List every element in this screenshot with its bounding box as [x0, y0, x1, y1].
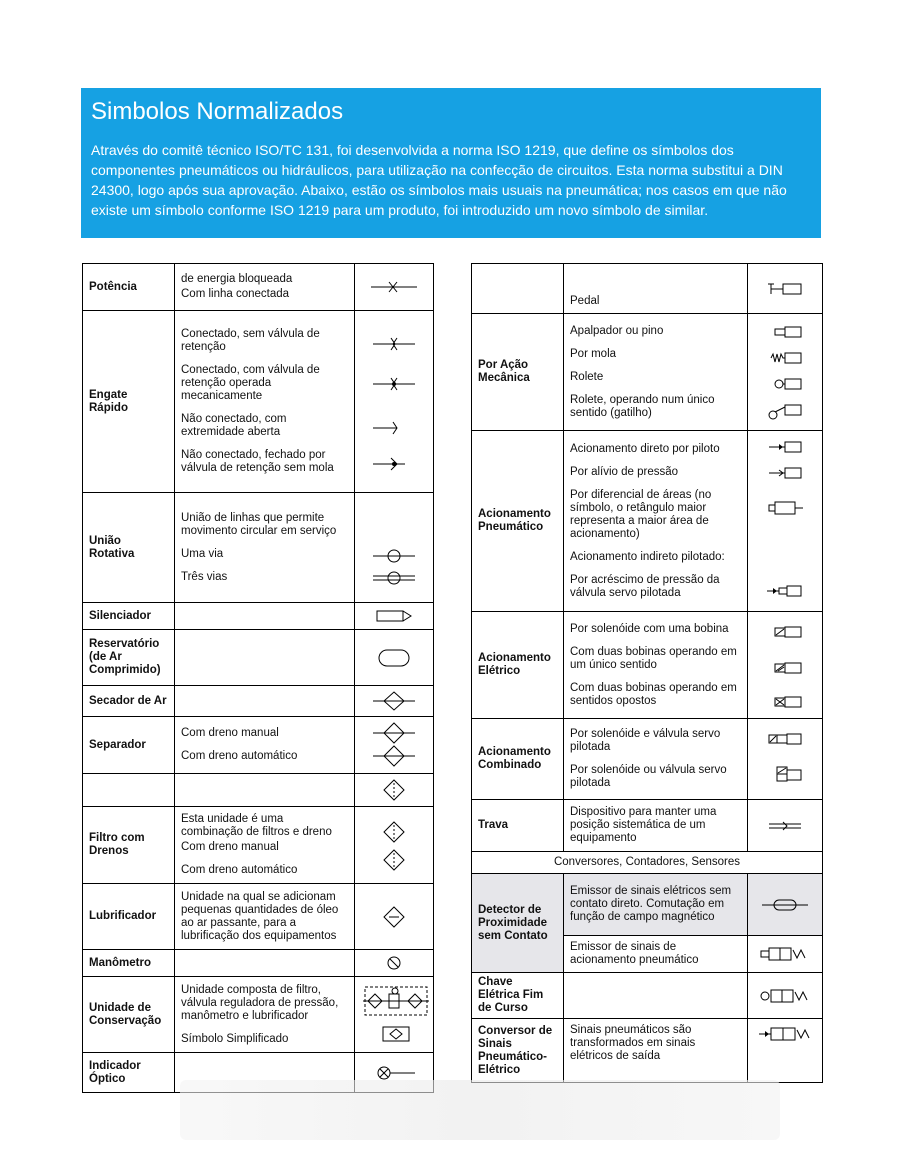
category-silenciador: Silenciador [83, 603, 175, 630]
category-separador: Separador [83, 717, 175, 774]
proximity-sensor-icon [760, 897, 810, 913]
desc-pedal: Pedal [570, 295, 600, 307]
category-eletrico: Acionamento Elétrico [472, 612, 564, 719]
lubricator-icon [369, 905, 419, 929]
pedal-icon [765, 281, 805, 297]
table-row [472, 800, 823, 852]
desc-unidade-1: Unidade composta de filtro, válvula reguladora de pressão, manômetro e lubrificador [181, 983, 339, 1022]
table-row [472, 719, 823, 800]
symbol-cell [355, 686, 434, 717]
desc-bloqueada: de energia bloqueada [181, 273, 293, 285]
desc-mecanica-2: Por mola [570, 347, 617, 360]
table-row [83, 686, 434, 717]
silencer-icon [369, 608, 419, 624]
desc-filtro-3: Com dreno automático [181, 864, 298, 876]
desc-combinado-1: Por solenóide e válvula servo pilotada [570, 728, 721, 753]
filter-drain-icon [369, 812, 419, 878]
table-row [83, 630, 434, 686]
table-row [83, 493, 434, 603]
table-row [83, 774, 434, 807]
optical-indicator-icon [369, 1064, 419, 1082]
category-conversor: Conversor de Sinais Pneumático-Elétrico [472, 1019, 564, 1083]
desc-mecanica-3: Rolete [570, 370, 604, 383]
desc-separador-2: Com dreno automático [181, 750, 298, 762]
category-chave: Chave Elétrica Fim de Curso [472, 973, 564, 1019]
pneumatic-actuation-icons [765, 436, 805, 606]
symbol-cell [748, 314, 823, 431]
desc-engate-2: Conectado, com válvula de retenção operada mecanicamente [181, 364, 320, 402]
desc-uniao-2: Uma via [181, 547, 224, 560]
pe-converter-icon [757, 1024, 813, 1044]
desc-uniao-3: Três vias [181, 570, 228, 583]
category-unidade: Unidade de Conservação [83, 977, 175, 1053]
table-row [83, 884, 434, 950]
category-filtro: Filtro com Drenos [83, 807, 175, 884]
symbol-cell [355, 630, 434, 686]
symbol-cell [355, 884, 434, 950]
category-lubrificador: Lubrificador [83, 884, 175, 950]
symbol-cell [355, 807, 434, 884]
table-row [472, 973, 823, 1019]
table-row [472, 612, 823, 719]
desc-detector-1: Emissor de sinais elétricos sem contato direto. Comutação em função de campo magnético [570, 885, 732, 923]
table-row [83, 264, 434, 311]
category-trava: Trava [472, 800, 564, 852]
table-row [83, 311, 434, 493]
symbol-cell [748, 719, 823, 800]
desc-conectada: Com linha conectada [181, 288, 290, 300]
intro-text: Através do comitê técnico ISO/TC 131, foi desenvolvida a norma ISO 1219, que define os símbolos dos componentes pneumáticos ou hidráulicos, para utilização na confecção de circuitos. Esta norma substitui a DIN 24300, logo após sua aprovação. Abaixo, estão os símbolos mais usuais na pneumática; nos casos em que não existe um símbolo conforme ISO 1219 para um produto, foi introduzido um novo símbolo de similar. [91, 142, 787, 218]
quick-coupling-icons [369, 322, 419, 482]
desc-engate-1: Conectado, sem válvula de retenção [181, 328, 320, 353]
symbol-cell [748, 800, 823, 852]
table-row [83, 807, 434, 884]
power-line-icon [369, 280, 419, 294]
symbol-cell [748, 1019, 823, 1083]
symbol-cell [355, 717, 434, 774]
lock-device-icon [765, 820, 805, 832]
desc-mecanica-1: Apalpador ou pino [570, 324, 664, 337]
desc-lubrificador: Unidade na qual se adicionam pequenas quantidades de óleo ao ar passante, para a lubrificação dos equipamentos [181, 890, 339, 942]
desc-pneumatico-4: Acionamento indireto pilotado: [570, 550, 725, 563]
symbol-cell [355, 774, 434, 807]
symbol-cell [355, 311, 434, 493]
table-row [472, 852, 823, 874]
category-detector: Detector de Proximidade sem Contato [472, 874, 564, 973]
symbol-cell [355, 977, 434, 1053]
desc-pneumatico-5: Por acréscimo de pressão da válvula servo pilotada [570, 573, 720, 599]
right-symbol-table [471, 263, 823, 1083]
conditioning-unit-icon [361, 983, 431, 1047]
desc-unidade-2: Símbolo Simplificado [181, 1032, 289, 1045]
desc-eletrico-3: Com duas bobinas operando em sentidos opostos [570, 681, 737, 707]
combined-actuation-icons [765, 724, 805, 794]
desc-pneumatico-2: Por alívio de pressão [570, 465, 679, 478]
symbol-cell [355, 264, 434, 311]
symbol-cell [748, 973, 823, 1019]
desc-trava: Dispositivo para manter uma posição sistemática de um equipamento [570, 806, 717, 844]
symbol-cell [748, 431, 823, 612]
symbol-cell [748, 612, 823, 719]
dryer-icon [369, 691, 419, 711]
category-mecanica: Por Ação Mecânica [472, 314, 564, 431]
category-combinado: Acionamento Combinado [472, 719, 564, 800]
category-potencia: Potência [83, 264, 175, 311]
pneumatic-emitter-icon [757, 944, 813, 964]
table-row [472, 431, 823, 612]
table-row [472, 1019, 823, 1083]
table-row [83, 977, 434, 1053]
symbol-cell [748, 936, 823, 973]
desc-filtro-2: Com dreno manual [181, 841, 279, 853]
desc-eletrico-2: Com duas bobinas operando em um único sentido [570, 645, 737, 671]
table-row [472, 264, 823, 314]
desc-filtro-1: Esta unidade é uma combinação de filtros e dreno [181, 813, 332, 838]
category-secador: Secador de Ar [83, 686, 175, 717]
desc-uniao-1: União de linhas que permite movimento circular em serviço [181, 511, 337, 537]
symbol-cell [748, 264, 823, 314]
desc-pneumatico-3: Por diferencial de áreas (no símbolo, o retângulo maior representa a maior área de acionamento) [570, 488, 712, 540]
electrical-actuation-icons [765, 617, 805, 713]
symbol-cell [355, 603, 434, 630]
desc-engate-3: Não conectado, com extremidade aberta [181, 413, 287, 438]
category-manometro: Manômetro [83, 950, 175, 977]
desc-detector-2: Emissor de sinais de acionamento pneumático [570, 941, 699, 966]
left-symbol-table [82, 263, 434, 1093]
desc-mecanica-4: Rolete, operando num único sentido (gatilho) [570, 393, 715, 419]
desc-pneumatico-1: Acionamento direto por piloto [570, 442, 720, 455]
symbol-cell [355, 493, 434, 603]
mechanical-actuation-icons [765, 319, 805, 425]
table-row [83, 717, 434, 774]
desc-engate-4: Não conectado, fechado por válvula de retenção sem mola [181, 449, 334, 474]
category-engate: Engate Rápido [83, 311, 175, 493]
table-row [83, 950, 434, 977]
section-conversores: Conversores, Contadores, Sensores [472, 852, 823, 874]
decorative-product-strip [180, 1080, 780, 1140]
category-reservatorio: Reservatório (de Ar Comprimido) [83, 630, 175, 686]
pressure-gauge-icon [369, 955, 419, 971]
page-title: Simbolos Normalizados [91, 98, 344, 125]
desc-conversor: Sinais pneumáticos são transformados em sinais elétricos de saída [570, 1024, 696, 1062]
reservoir-icon [369, 647, 419, 669]
separator-icon [369, 722, 419, 768]
symbol-cell [355, 950, 434, 977]
table-row [83, 603, 434, 630]
limit-switch-icon [757, 986, 813, 1006]
desc-separador-1: Com dreno manual [181, 727, 279, 739]
desc-combinado-2: Por solenóide ou válvula servo pilotada [570, 764, 727, 789]
header-banner [81, 88, 821, 238]
category-indicador: Indicador Óptico [83, 1053, 175, 1093]
table-row [472, 314, 823, 431]
desc-eletrico-1: Por solenóide com uma bobina [570, 622, 729, 635]
table-row [472, 874, 823, 936]
category-uniao: União Rotativa [83, 493, 175, 603]
rotary-union-icon [369, 508, 419, 588]
category-pneumatico: Acionamento Pneumático [472, 431, 564, 612]
filter-icon [369, 779, 419, 801]
symbol-cell [748, 874, 823, 936]
